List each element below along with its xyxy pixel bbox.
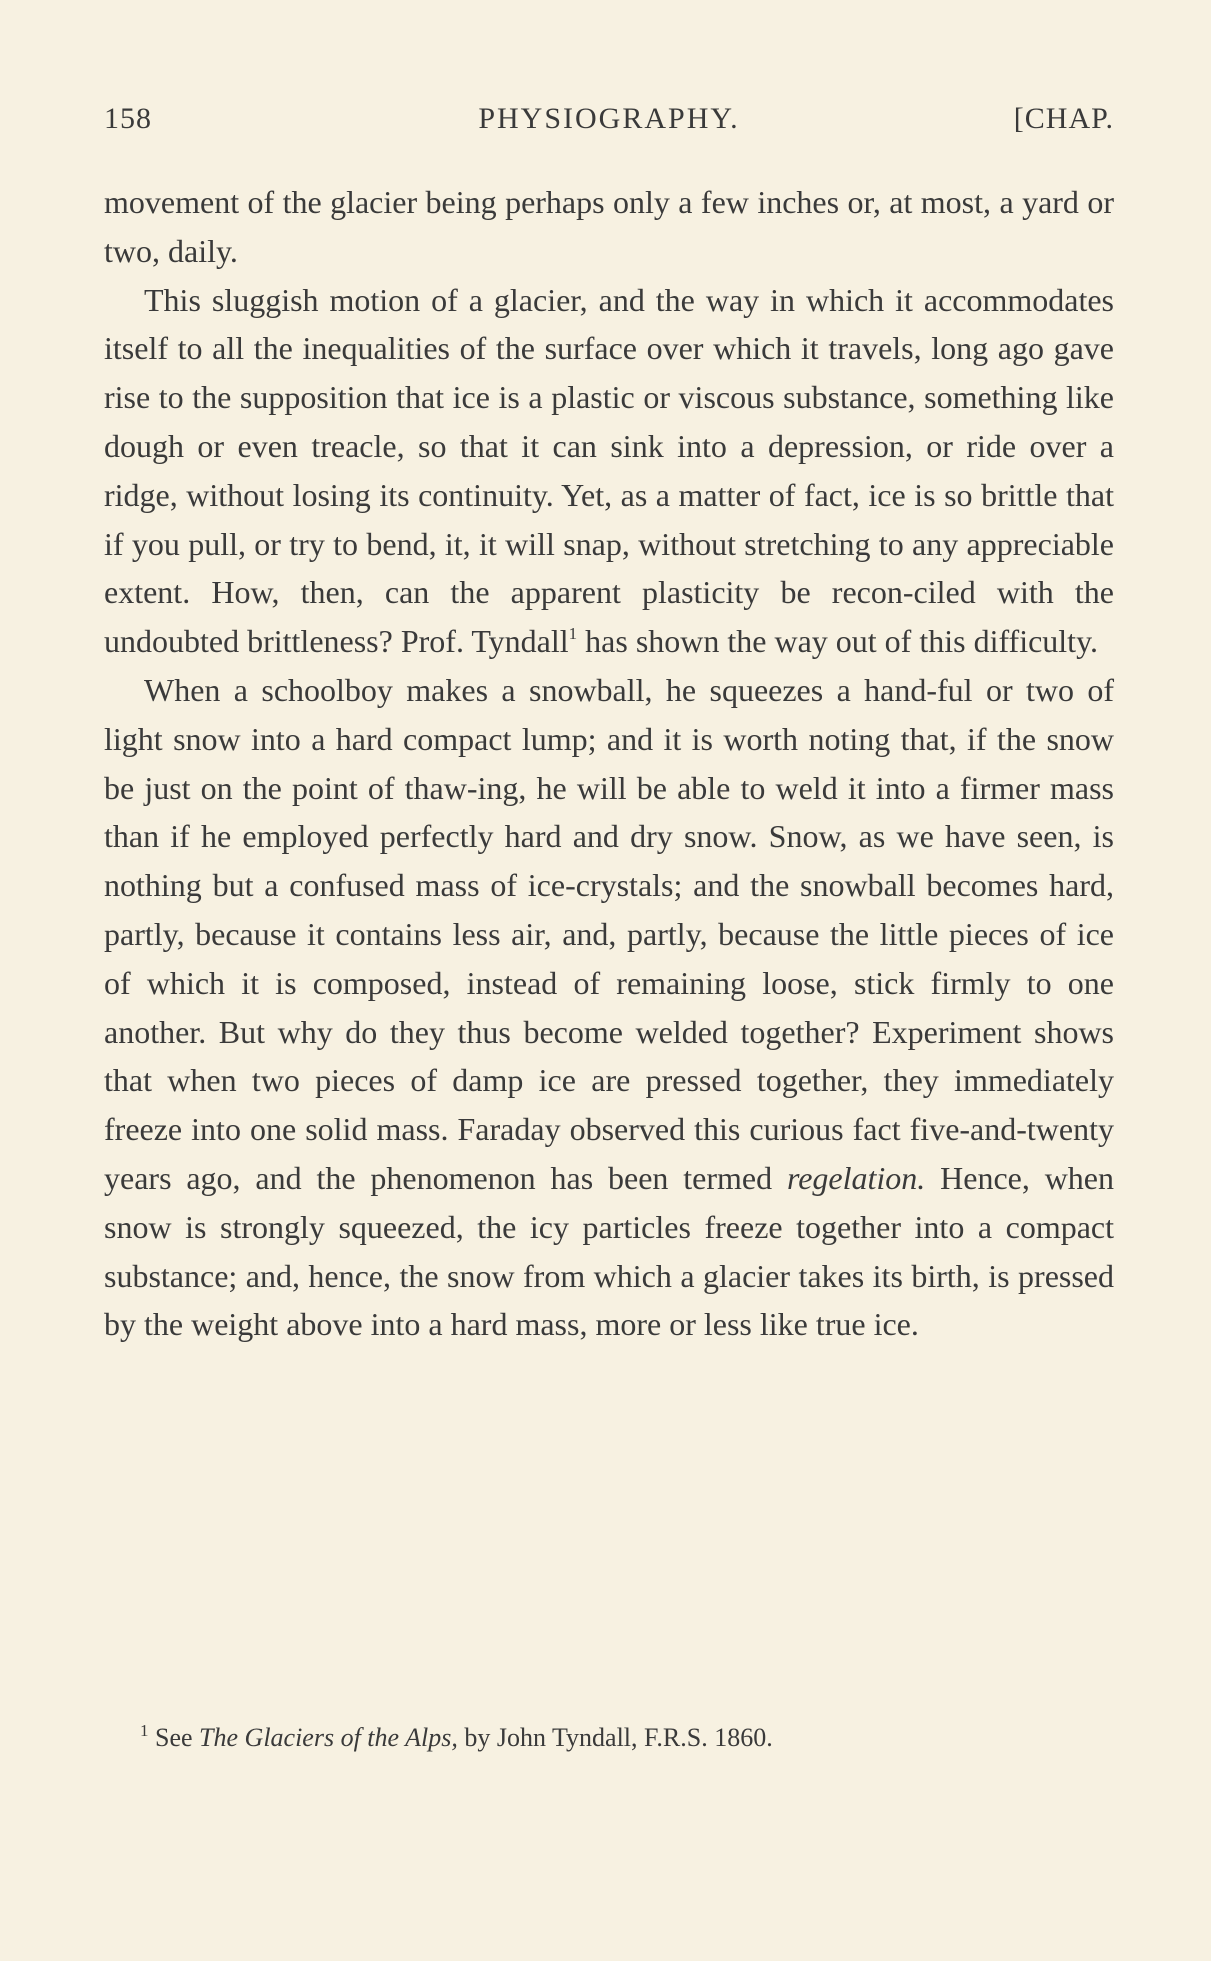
footnote [104,1720,1114,1756]
paragraph-1: movement of the glacier being perhaps only a few inches or, at most, a yard or two, daily. [104,184,1114,269]
page-number: 158 [104,102,152,135]
body-text [104,178,1114,1349]
running-header [104,102,1114,142]
footnote-lead: See [148,1723,200,1752]
paragraph-2 [104,276,1114,666]
footnote-book-title: The Glaciers of the Alps, [199,1723,458,1752]
paragraph-3-text-a: When a schoolboy makes a snowball, he squeezes a hand-ful or two of light snow into a hard compact lump; and it is worth noting that, if the snow be just on the point of thaw-ing, he will be able to weld it into a firmer mass than if he employed perfectly hard and dry snow. Snow, as we have seen, is nothing but a confused mass of ice-crystals; and the snowball becomes hard, partly, because it contains less air, and, partly, because the little pieces of ice of which it is composed, instead of remaining loose, stick firmly to one another. But why do they thus become welded together? Experiment shows that when two pieces of damp ice are pressed together, they immediately freeze into one solid mass. Faraday observed this curious fact five-and-twenty years ago, and the phenomenon has been termed [104,671,1114,1196]
footnote-tail: by John Tyndall, F.R.S. 1860. [457,1723,773,1752]
footnote-mark: 1 [140,1721,149,1740]
paragraph-3-text-b: Hence, when snow is strongly squeezed, the icy particles freeze together into a compact substance; and, hence, the snow from which a glacier takes its birth, is pressed by the weight above into a hard mass, more or less like true ice. [104,1159,1115,1343]
footnote-reference: 1 [568,624,578,644]
paragraph-3 [104,666,1114,1349]
chapter-marker: [CHAP. [1013,102,1114,135]
term-regelation: regelation. [786,1159,926,1196]
running-title: PHYSIOGRAPHY. [478,102,740,135]
paragraph-2-text-b: has shown the way out of this difficulty. [577,623,1098,660]
paragraph-2-text-a: This sluggish motion of a glacier, and the way in which it accommodates itself to all the inequalities of the surface over which it travels, long ago gave rise to the supposition that ice is a plastic or viscous substance, something like dough or even treacle, so that it can sink into a depression, or ride over a ridge, without losing its continuity. Yet, as a matter of fact, ice is so brittle that if you pull, or try to bend, it, it will snap, without stretching to any appreciable extent. How, then, can the apparent plasticity be recon-ciled with the undoubted brittleness? Prof. Tyndall [104,281,1114,660]
